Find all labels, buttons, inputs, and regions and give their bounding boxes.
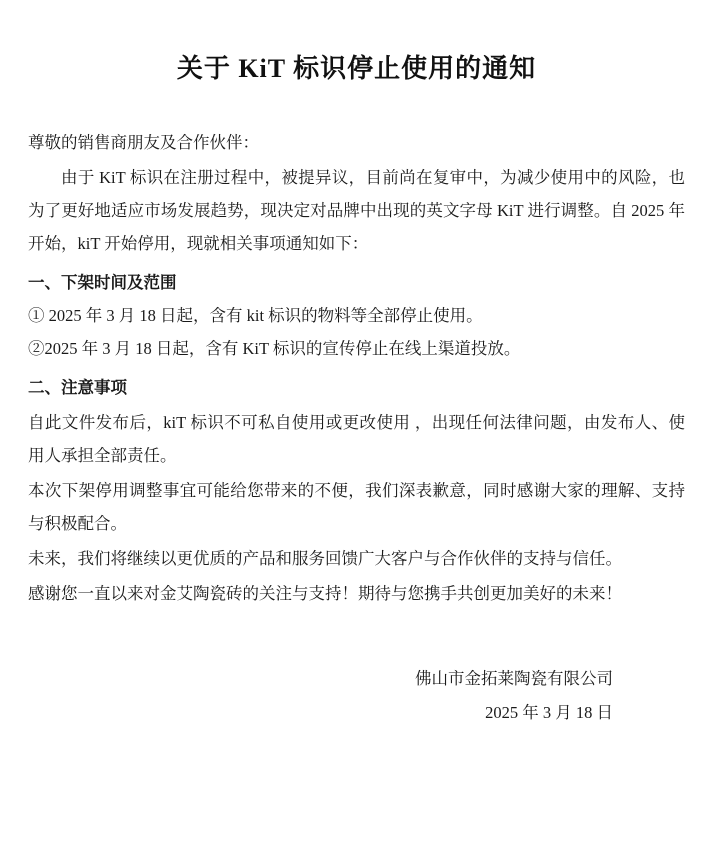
intro-paragraph: 由于 KiT 标识在注册过程中，被提异议，目前尚在复审中，为减少使用中的风险，也为了更好地适应市场发展趋势，现决定对品牌中出现的英文字母 KiT 进行调整。自 2025 年开始，kiT 开始停用，现就相关事项通知如下： <box>28 167 685 253</box>
notice-paragraph: 本次下架停用调整事宜可能给您带来的不便，我们深表歉意，同时感谢大家的理解、支持与积极配合。 <box>28 480 685 533</box>
signature-block <box>28 662 685 731</box>
document-body <box>28 126 685 610</box>
page-title: 关于 KiT 标识停止使用的通知 <box>176 54 537 83</box>
signature-company: 佛山市金拓莱陶瓷有限公司 <box>415 668 613 688</box>
notice-paragraph: 未来，我们将继续以更优质的产品和服务回馈广大客户与合作伙伴的支持与信任。 <box>28 548 622 568</box>
notice-paragraph: 自此文件发布后，kiT 标识不可私自使用或更改使用 ，出现任何法律问题，由发布人、使用人承担全部责任。 <box>28 412 685 465</box>
section-heading-2: 二、注意事项 <box>28 377 127 397</box>
list-item: ②2025 年 3 月 18 日起，含有 KiT 标识的宣传停止在线上渠道投放。 <box>28 338 521 358</box>
salutation: 尊敬的销售商朋友及合作伙伴： <box>28 132 259 152</box>
section-heading-1: 一、下架时间及范围 <box>28 272 177 292</box>
notice-paragraph: 感谢您一直以来对金艾陶瓷砖的关注与支持！期待与您携手共创更加美好的未来！ <box>28 583 622 603</box>
list-item: ① 2025 年 3 月 18 日起，含有 kit 标识的物料等全部停止使用。 <box>28 305 483 325</box>
signature-date: 2025 年 3 月 18 日 <box>485 703 613 723</box>
